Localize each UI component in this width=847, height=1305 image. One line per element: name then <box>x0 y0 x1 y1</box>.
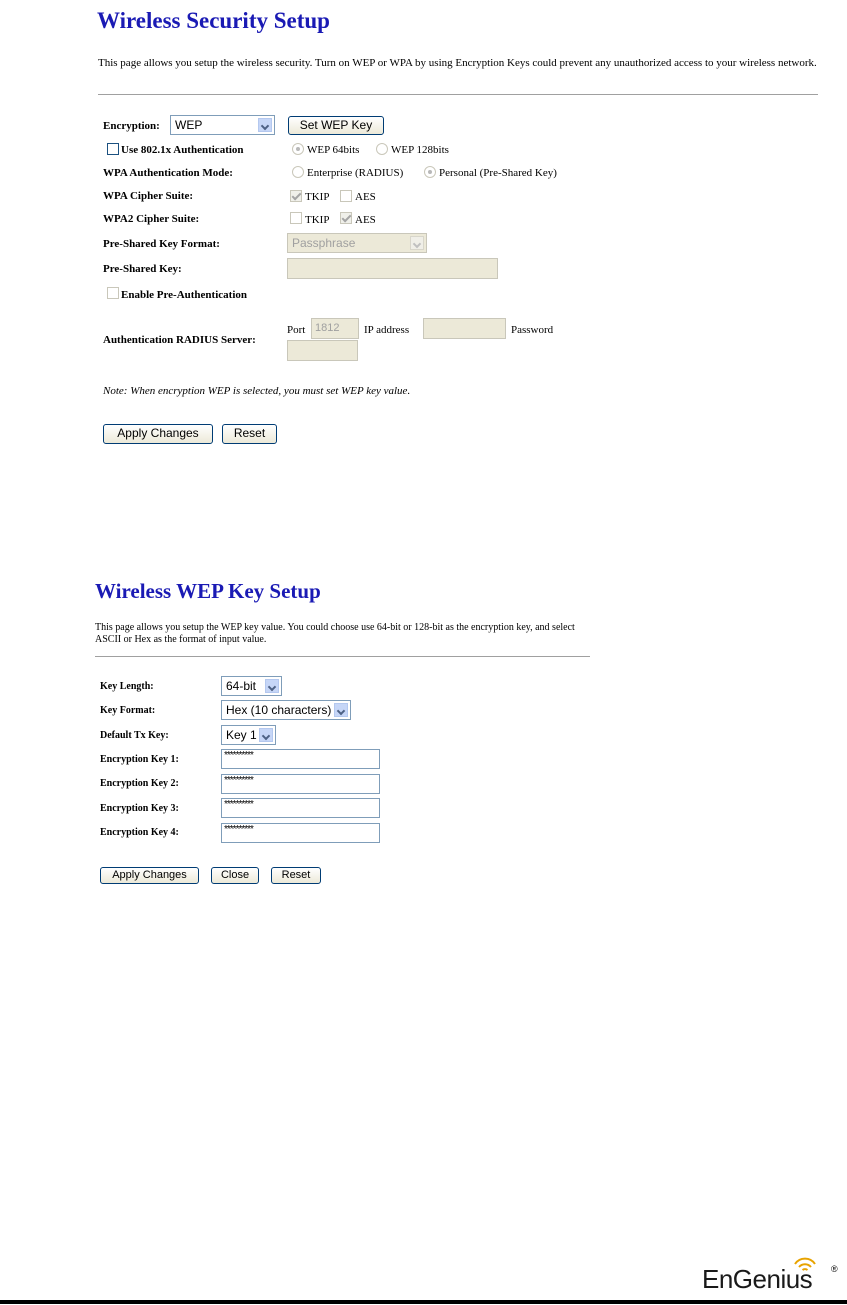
wep-128bits-radio[interactable] <box>376 143 388 155</box>
radius-ip-input[interactable] <box>423 318 506 339</box>
psk-format-label: Pre-Shared Key Format: <box>103 238 220 250</box>
wpa2-aes-label: AES <box>355 214 376 226</box>
encryption-key-4-input[interactable] <box>221 823 380 843</box>
encryption-key-1-label: Encryption Key 1: <box>100 754 179 765</box>
enterprise-label: Enterprise (RADIUS) <box>307 167 404 179</box>
divider <box>98 94 818 95</box>
key-length-label: Key Length: <box>100 681 154 692</box>
radius-password-label: Password <box>511 324 554 336</box>
security-page-description: This page allows you setup the wireless security. Turn on WEP or WPA by using Encryption Keys could prevent any unauthorized access to your wireless network. <box>98 57 817 69</box>
apply-changes-button[interactable]: Apply Changes <box>103 424 213 444</box>
chevron-down-icon <box>258 118 272 132</box>
pre-auth-checkbox[interactable] <box>107 287 119 299</box>
wpa-aes-label: AES <box>355 191 376 203</box>
chevron-down-icon <box>410 236 424 250</box>
divider <box>95 656 590 657</box>
personal-radio[interactable] <box>424 166 436 178</box>
radius-server-label: Authentication RADIUS Server: <box>103 334 256 346</box>
encryption-key-3-value: ********** <box>224 799 253 810</box>
key-format-select-value: Hex (10 characters) <box>226 703 332 717</box>
encryption-select-value: WEP <box>175 118 203 132</box>
engenius-logo-text: EnGenius <box>702 1264 813 1294</box>
wpa2-tkip-checkbox[interactable] <box>290 212 302 224</box>
psk-label: Pre-Shared Key: <box>103 263 182 275</box>
key-format-label: Key Format: <box>100 705 156 716</box>
wep-close-button[interactable]: Close <box>211 867 259 884</box>
chevron-down-icon <box>334 703 348 717</box>
wep-apply-changes-button[interactable]: Apply Changes <box>100 867 199 884</box>
wpa-tkip-label: TKIP <box>305 191 330 203</box>
wep-64bits-radio[interactable] <box>292 143 304 155</box>
encryption-key-1-input[interactable] <box>221 749 380 769</box>
encryption-key-3-label: Encryption Key 3: <box>100 803 179 814</box>
wep-128bits-label: WEP 128bits <box>391 144 449 156</box>
wpa2-tkip-label: TKIP <box>305 214 330 226</box>
wpa-tkip-checkbox[interactable] <box>290 190 302 202</box>
registered-mark: ® <box>831 1264 838 1274</box>
radius-port-value: 1812 <box>315 322 340 334</box>
use-8021x-checkbox[interactable] <box>107 143 119 155</box>
pre-auth-label: Enable Pre-Authentication <box>121 289 247 301</box>
psk-input[interactable] <box>287 258 498 279</box>
radius-password-input[interactable] <box>287 340 358 361</box>
enterprise-radio[interactable] <box>292 166 304 178</box>
wpa-cipher-label: WPA Cipher Suite: <box>103 190 194 202</box>
reset-button[interactable]: Reset <box>222 424 277 444</box>
encryption-key-2-label: Encryption Key 2: <box>100 778 179 789</box>
key-length-select[interactable] <box>221 676 282 696</box>
wep-page-description: This page allows you setup the WEP key value. You could choose use 64-bit or 128-bit as the encryption key, and select ASCII or Hex as the format of input value. <box>95 622 575 645</box>
engenius-logo <box>700 1252 845 1298</box>
personal-label: Personal (Pre-Shared Key) <box>439 167 557 179</box>
encryption-key-1-value: ********** <box>224 750 253 761</box>
wpa-auth-mode-label: WPA Authentication Mode: <box>103 167 233 179</box>
wep-reset-button[interactable]: Reset <box>271 867 321 884</box>
footer-rule <box>0 1300 847 1304</box>
set-wep-key-button[interactable]: Set WEP Key <box>288 116 384 135</box>
psk-format-select-value: Passphrase <box>292 236 356 250</box>
wep-note: Note: When encryption WEP is selected, you must set WEP key value. <box>103 385 411 397</box>
encryption-label: Encryption: <box>103 120 160 132</box>
psk-format-select[interactable] <box>287 233 427 253</box>
encryption-key-4-value: ********** <box>224 824 253 835</box>
encryption-key-2-input[interactable] <box>221 774 380 794</box>
encryption-key-2-value: ********** <box>224 775 253 786</box>
chevron-down-icon <box>259 728 273 742</box>
wpa-aes-checkbox[interactable] <box>340 190 352 202</box>
encryption-select[interactable] <box>170 115 275 135</box>
radius-port-label: Port <box>287 324 306 336</box>
security-page-title: Wireless Security Setup <box>97 8 330 33</box>
chevron-down-icon <box>265 679 279 693</box>
radius-port-input[interactable] <box>311 318 359 339</box>
wep-64bits-label: WEP 64bits <box>307 144 360 156</box>
default-tx-key-select[interactable] <box>221 725 276 745</box>
encryption-key-3-input[interactable] <box>221 798 380 818</box>
wep-page-title: Wireless WEP Key Setup <box>95 579 321 603</box>
default-tx-key-select-value: Key 1 <box>226 728 257 742</box>
wpa2-aes-checkbox[interactable] <box>340 212 352 224</box>
radius-ip-label: IP address <box>364 324 410 336</box>
use-8021x-label: Use 802.1x Authentication <box>121 144 244 156</box>
encryption-key-4-label: Encryption Key 4: <box>100 827 179 838</box>
wpa2-cipher-label: WPA2 Cipher Suite: <box>103 213 200 225</box>
key-length-select-value: 64-bit <box>226 679 257 693</box>
default-tx-key-label: Default Tx Key: <box>100 730 169 741</box>
key-format-select[interactable] <box>221 700 351 720</box>
